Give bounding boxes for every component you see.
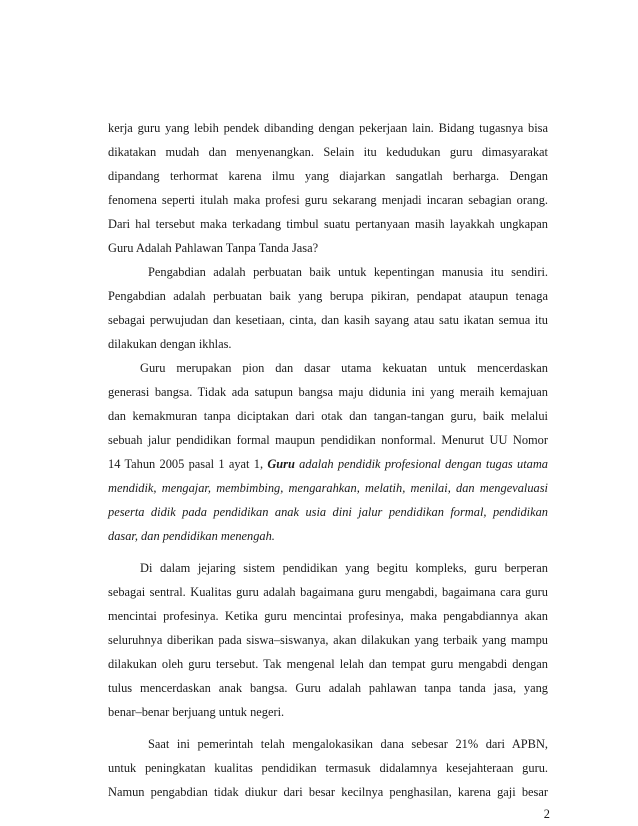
text-line: dilakukan dengan ikhlas. [108, 337, 232, 351]
text-line: fenomena seperti itulah maka profesi guru sekarang menjadi incaran sebagian orang. [108, 193, 548, 207]
text-line: kerja guru yang lebih pendek dibanding dengan pekerjaan lain. Bidang tugasnya bisa [108, 121, 548, 135]
text-line: dasar, dan pendidikan menengah. [108, 529, 275, 543]
italic-text-run: adalah pendidik profesional dengan tugas utama [294, 457, 548, 471]
text-line: mendidik, mengajar, membimbing, mengarahkan, melatih, menilai, dan mengevaluasi [108, 481, 548, 495]
text-line: sebuah jalur pendidikan formal maupun pendidikan nonformal. Menurut UU Nomor [108, 433, 548, 447]
text-line: generasi bangsa. Tidak ada satupun bangsa maju didunia ini yang meraih kemajuan [108, 385, 548, 399]
text-line: tulus mencerdaskan anak bangsa. Guru adalah pahlawan tanpa tanda jasa, yang [108, 681, 548, 695]
text-line: dipandang terhormat karena ilmu yang diajarkan sangatlah berharga. Dengan [108, 169, 548, 183]
bold-italic-term: Guru [267, 457, 295, 471]
text-line: mencintai profesinya. Ketika guru mencintai profesinya, maka pengabdiannya akan [108, 609, 548, 623]
text-line: untuk peningkatan kualitas pendidikan termasuk didalamnya kesejahteraan guru. [108, 761, 548, 775]
text-line: Guru Adalah Pahlawan Tanpa Tanda Jasa? [108, 241, 319, 255]
text-line: dan kemakmuran tanpa diciptakan dari otak dan tangan-tangan guru, baik melalui [108, 409, 548, 423]
text-line: Guru merupakan pion dan dasar utama kekuatan untuk mencerdaskan [140, 361, 548, 375]
text-line: Dari hal tersebut maka terkadang timbul suatu pertanyaan masih layakkah ungkapan [108, 217, 548, 231]
text-line: Saat ini pemerintah telah mengalokasikan dana sebesar 21% dari APBN, [148, 737, 548, 751]
text-line [108, 454, 548, 474]
text-line: sebagai perwujudan dan kesetiaan, cinta, dan kasih sayang atau satu ikatan semua itu [108, 313, 548, 327]
page-number: 2 [543, 807, 550, 821]
text-line: Namun pengabdian tidak diukur dari besar kecilnya penghasilan, karena gaji besar [108, 785, 548, 799]
text-line: peserta didik pada pendidikan anak usia dini jalur pendidikan formal, pendidikan [108, 505, 548, 519]
text-line: seluruhnya diberikan pada siswa–siswanya, akan dilakukan yang terbaik yang mampu [108, 633, 548, 647]
text-line: Pengabdian adalah perbuatan baik untuk kepentingan manusia itu sendiri. [148, 265, 548, 279]
text-run: 14 Tahun 2005 pasal 1 ayat 1, [108, 457, 268, 471]
text-line: sebagai sentral. Kualitas guru adalah bagaimana guru mengabdi, bagaimana cara guru [108, 585, 548, 599]
text-line: Pengabdian adalah perbuatan baik yang berupa pikiran, pendapat ataupun tenaga [108, 289, 548, 303]
text-line: dilakukan oleh guru tersebut. Tak mengenal lelah dan tempat guru mengabdi dengan [108, 657, 548, 671]
text-line: benar–benar berjuang untuk negeri. [108, 705, 285, 719]
text-line: Di dalam jejaring sistem pendidikan yang begitu kompleks, guru berperan [140, 561, 548, 575]
text-line: dikatakan mudah dan menyenangkan. Selain itu kedudukan guru dimasyarakat [108, 145, 548, 159]
